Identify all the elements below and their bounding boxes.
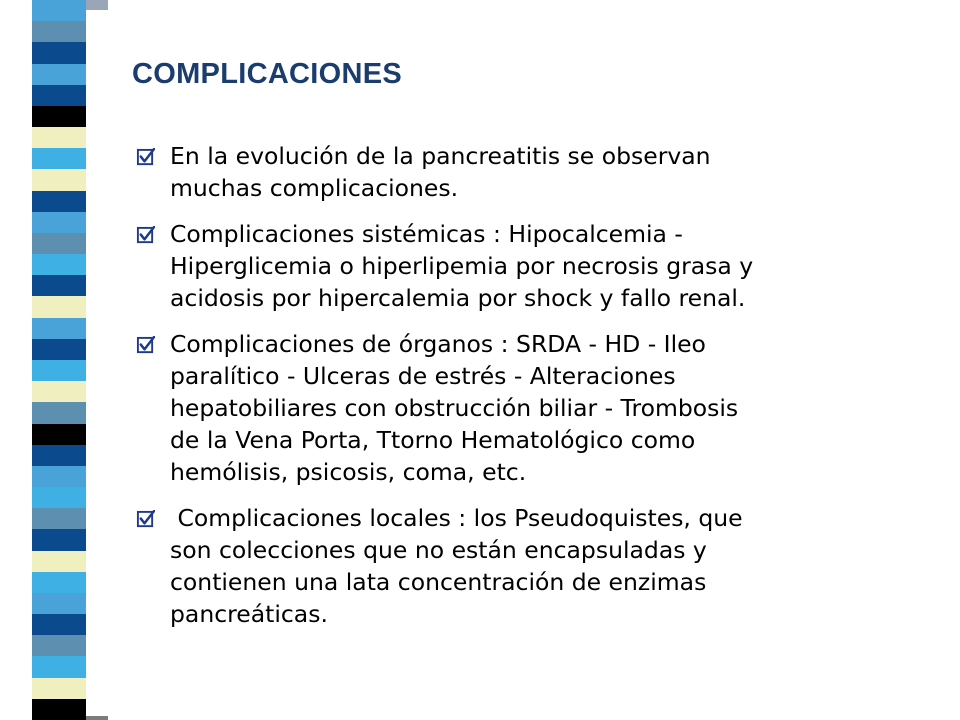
- stripe-segment: [32, 487, 86, 509]
- stripe-segment: [32, 424, 86, 446]
- bullet-text: Complicaciones sistémicas : Hipocalcemia - Hiperglicemia o hiperlipemia por necrosis grasa y acidosis por hipercalemia por shock y fallo renal.: [170, 220, 754, 312]
- stripe-segment: [32, 169, 86, 191]
- stripe-segment: [32, 85, 86, 107]
- stripe-segment: [32, 296, 86, 318]
- checkbox-bullet-icon: [136, 336, 155, 355]
- slide-title: COMPLICACIONES: [132, 58, 403, 90]
- stripe-segment: [32, 127, 86, 149]
- stripe-segment: [32, 466, 86, 488]
- stripe-segment: [32, 254, 86, 276]
- stripe-segment: [32, 42, 86, 64]
- bullet-item: [126, 328, 916, 488]
- stripe-bar-top-edge: [86, 0, 108, 10]
- stripe-segment: [32, 508, 86, 530]
- stripe-segment: [32, 360, 86, 382]
- stripe-segment: [32, 318, 86, 340]
- stripe-bar-bottom-edge: [86, 716, 108, 720]
- stripe-segment: [32, 678, 86, 700]
- stripe-segment: [32, 233, 86, 255]
- stripe-segment: [32, 445, 86, 467]
- stripe-segment: [32, 381, 86, 403]
- decorative-stripe-bar: [32, 0, 86, 720]
- stripe-segment: [32, 275, 86, 297]
- stripe-segment: [32, 0, 86, 22]
- bullet-item: [126, 218, 916, 314]
- stripe-segment: [32, 191, 86, 213]
- stripe-segment: [32, 699, 86, 720]
- stripe-segment: [32, 572, 86, 594]
- stripe-segment: [32, 212, 86, 234]
- stripe-segment: [32, 529, 86, 551]
- stripe-segment: [32, 402, 86, 424]
- bullet-list: [126, 140, 916, 644]
- bullet-text: Complicaciones locales : los Pseudoquistes, que son colecciones que no están encapsuladas y contienen una lata concentración de enzimas pancreáticas.: [170, 504, 743, 628]
- stripe-segment: [32, 64, 86, 86]
- stripe-segment: [32, 635, 86, 657]
- stripe-segment: [32, 21, 86, 43]
- checkbox-bullet-icon: [136, 148, 155, 167]
- stripe-segment: [32, 148, 86, 170]
- stripe-segment: [32, 656, 86, 678]
- checkbox-bullet-icon: [136, 510, 155, 529]
- stripe-segment: [32, 593, 86, 615]
- stripe-segment: [32, 614, 86, 636]
- checkbox-bullet-icon: [136, 226, 155, 245]
- stripe-segment: [32, 551, 86, 573]
- stripe-segment: [32, 106, 86, 128]
- stripe-segment: [32, 339, 86, 361]
- bullet-text: En la evolución de la pancreatitis se observan muchas complicaciones.: [170, 142, 711, 202]
- bullet-text: Complicaciones de órganos : SRDA - HD - Ileo paralítico - Ulceras de estrés - Alteraciones hepatobiliares con obstrucción biliar - Trombosis de la Vena Porta, Ttorno Hematológico como hemólisis, psicosis, coma, etc.: [170, 330, 739, 486]
- bullet-item: [126, 140, 916, 204]
- bullet-item: [126, 502, 916, 630]
